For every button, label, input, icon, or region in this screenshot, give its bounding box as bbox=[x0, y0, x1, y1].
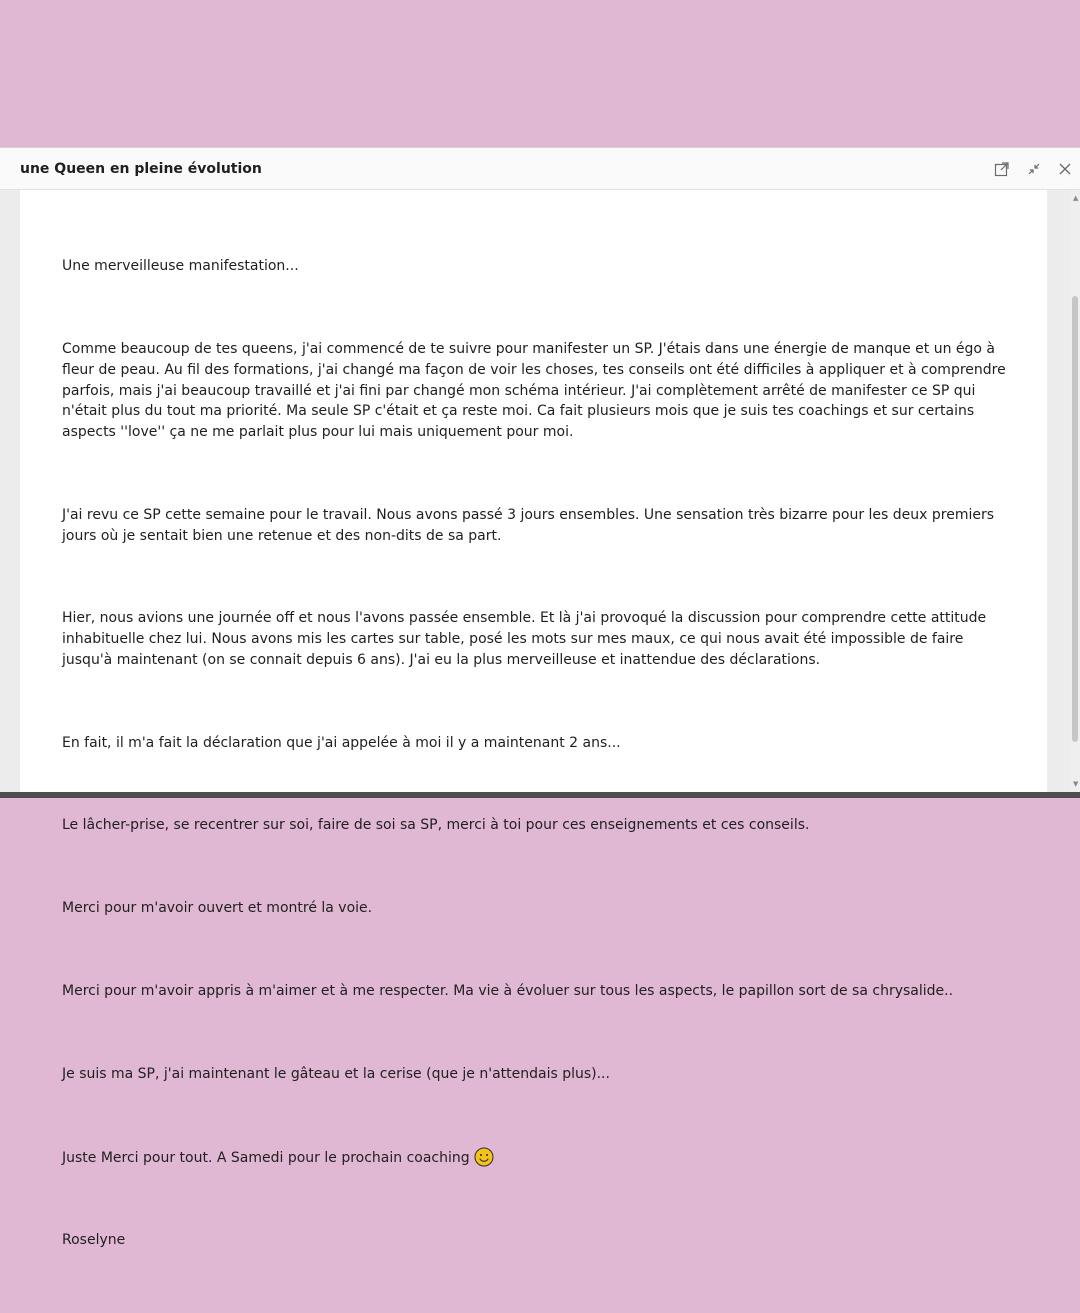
message-paragraph: Comme beaucoup de tes queens, j'ai commencé de te suivre pour manifester un SP. J'étais dans une énergie de manque et un égo à fleur de peau. Au fil des formations, j'ai changé ma façon de voir les choses, tes conseils ont été difficiles à appliquer et à comprendre parfois, mais j'ai beaucoup travaillé et j'ai fini par changé mon schéma intérieur. J'ai complètement arrêté de manifester ce SP qui n'était plus du tout ma priorité. Ma seule SP c'était et ça reste moi. Ca fait plusieurs mois que je suis tes coachings et sur certains aspects ''love'' ça ne me parlait plus pour lui mais uniquement pour moi. bbox=[62, 341, 1011, 441]
window-title: une Queen en pleine évolution bbox=[20, 161, 262, 177]
message-paragraph: J'ai revu ce SP cette semaine pour le travail. Nous avons passé 3 jours ensembles. Une sensation très bizarre pour les deux premiers jours où je sentait bien une retenue et des non-dits de sa part. bbox=[62, 506, 999, 544]
close-icon[interactable] bbox=[1057, 161, 1073, 177]
window-titlebar bbox=[0, 148, 1080, 190]
smiling-face-emoji bbox=[474, 1147, 494, 1167]
scroll-down-arrow-icon[interactable]: ▼ bbox=[1073, 780, 1079, 788]
vertical-scrollbar[interactable] bbox=[1070, 190, 1080, 793]
message-paragraph: Hier, nous avions une journée off et nous l'avons passée ensemble. Et là j'ai provoqué la discussion pour comprendre cette attitude inhabituelle chez lui. Nous avons mis les cartes sur table, posé les mots sur mes maux, ce qui nous avait été impossible de faire jusqu'à maintenant (on se connait depuis 6 ans). J'ai eu la plus merveilleuse et inattendue des déclarations. bbox=[62, 610, 991, 668]
message-paragraph: Je suis ma SP, j'ai maintenant le gâteau et la cerise (que je n'attendais plus)... bbox=[62, 1065, 610, 1082]
message-paragraph: Une merveilleuse manifestation... bbox=[62, 258, 299, 275]
message-paragraph-text: Juste Merci pour tout. A Samedi pour le prochain coaching bbox=[62, 1149, 470, 1166]
message-body bbox=[62, 215, 1012, 1313]
scroll-up-arrow-icon[interactable]: ▲ bbox=[1073, 194, 1079, 202]
collapse-icon[interactable] bbox=[1026, 161, 1042, 177]
window-bottom-border bbox=[0, 792, 1080, 798]
message-paragraph: Merci pour m'avoir appris à m'aimer et à me respecter. Ma vie à évoluer sur tous les aspects, le papillon sort de sa chrysalide.. bbox=[62, 982, 954, 999]
message-paragraph: Merci pour m'avoir ouvert et montré la voie. bbox=[62, 900, 373, 917]
message-window bbox=[0, 147, 1080, 1249]
message-content-area[interactable] bbox=[20, 190, 1047, 1249]
message-paragraph: Le lâcher-prise, se recentrer sur soi, faire de soi sa SP, merci à toi pour ces enseignements et ces conseils. bbox=[62, 817, 810, 834]
message-paragraph: En fait, il m'a fait la déclaration que j'ai appelée à moi il y a maintenant 2 ans... bbox=[62, 734, 621, 751]
message-signature: Roselyne bbox=[62, 1232, 126, 1249]
open-in-new-window-icon[interactable] bbox=[994, 161, 1010, 177]
message-paragraph-with-emoji bbox=[62, 1147, 1012, 1169]
scrollbar-thumb[interactable] bbox=[1072, 296, 1078, 742]
